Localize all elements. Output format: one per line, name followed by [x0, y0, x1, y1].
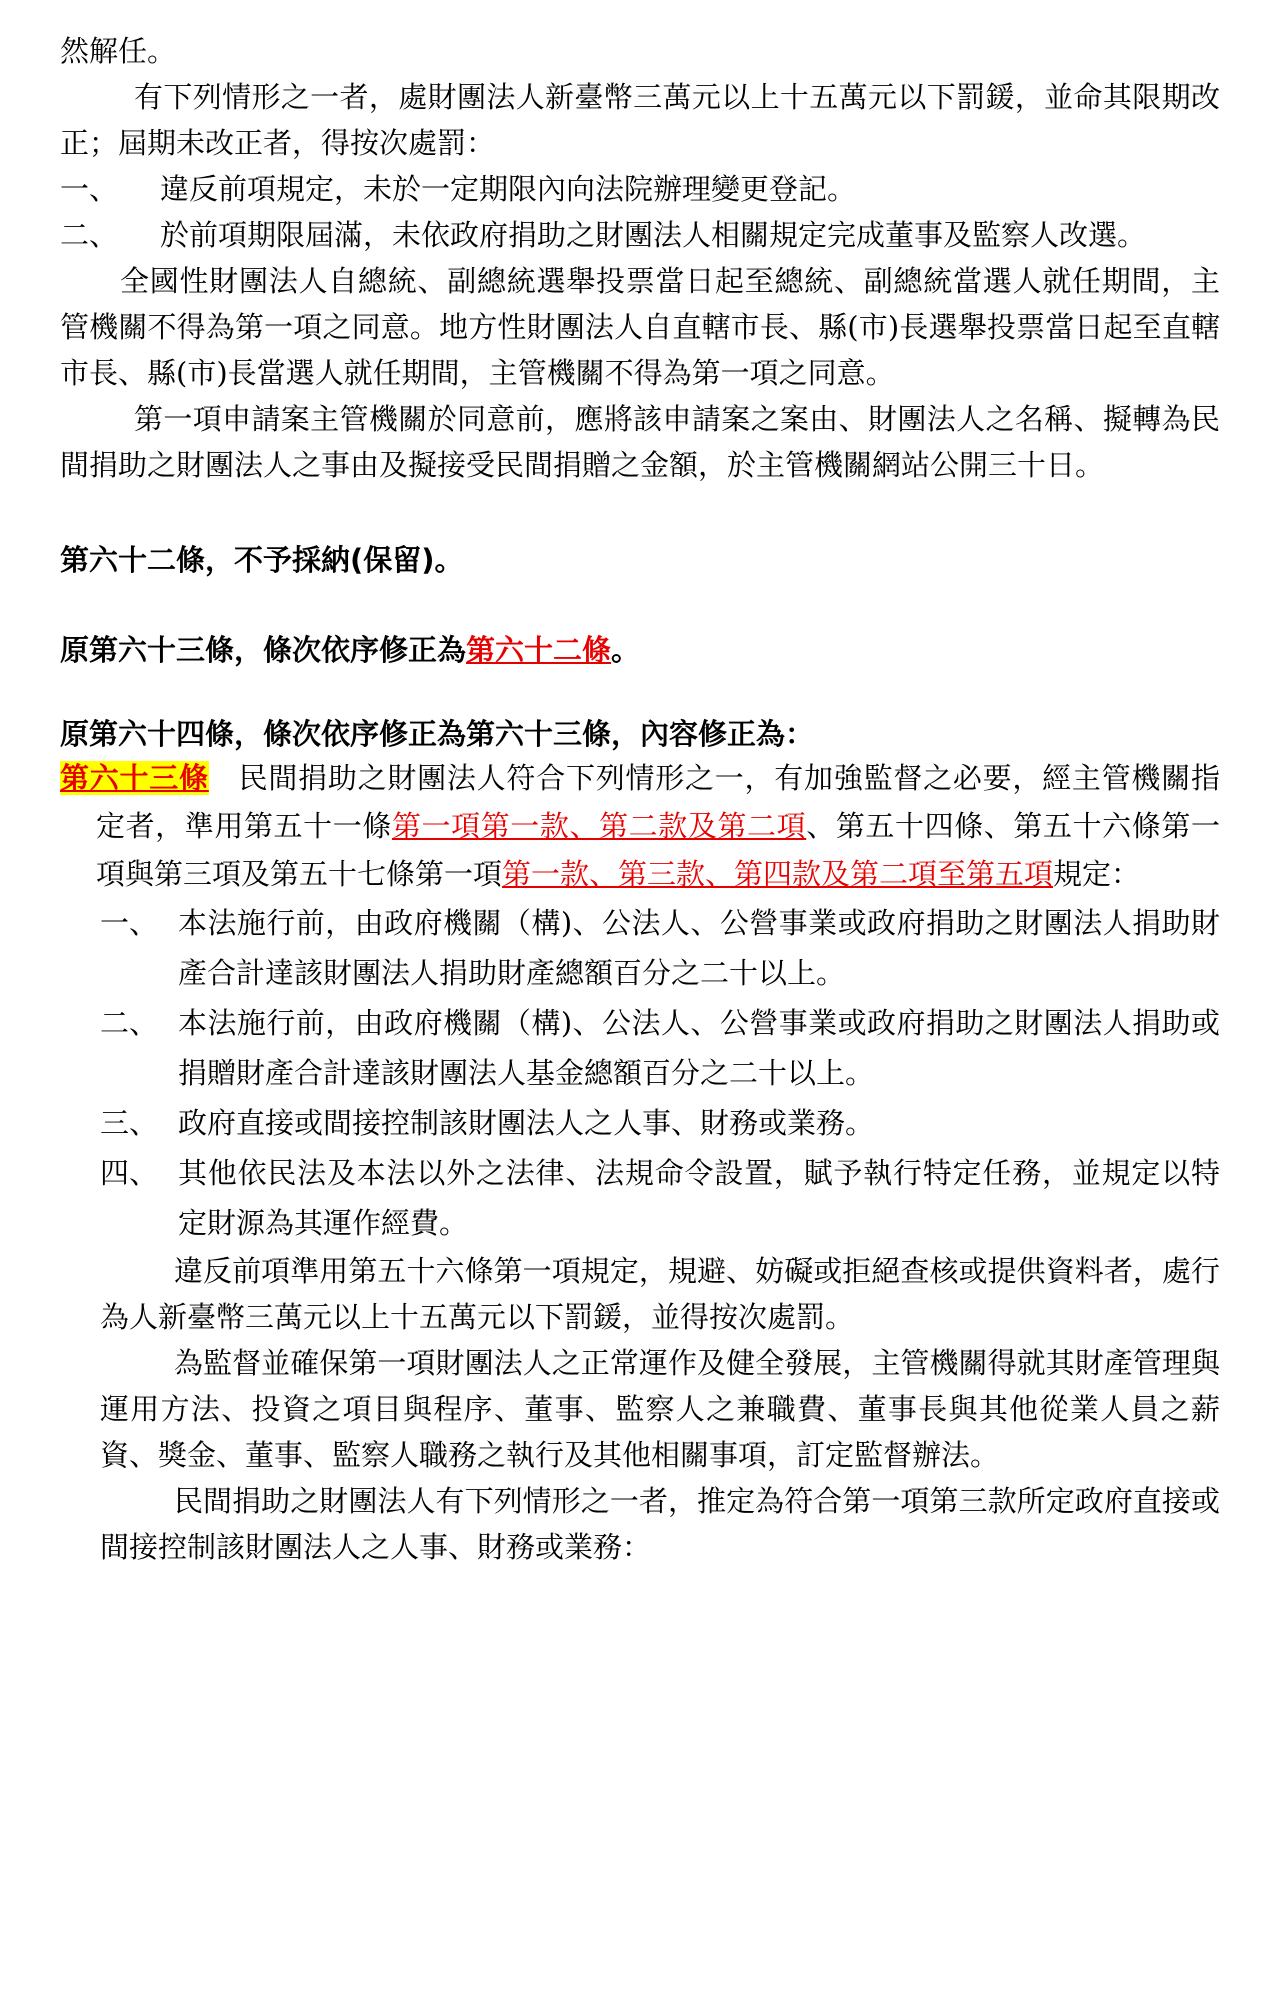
item-text: 違反前項規定，未於一定期限內向法院辦理變更登記。	[160, 172, 857, 206]
list-item	[60, 166, 1220, 212]
article-text: 規定：	[1053, 857, 1141, 891]
item-number: 四、	[100, 1156, 159, 1190]
item-number: 二、	[100, 1006, 159, 1040]
paragraph: 為監督並確保第一項財團法人之正常運作及健全發展，主管機關得就其財產管理與運用方法、投資之項目與程序、董事、監察人之兼職費、董事長與其他從業人員之薪資、獎金、董事、監察人職務之執行及其他相關事項，訂定監督辦法。	[100, 1346, 1220, 1472]
item-text: 其他依民法及本法以外之法律、法規命令設置，賦予執行特定任務，並規定以特定財源為其運作經費。	[178, 1156, 1220, 1240]
paragraph: 違反前項準用第五十六條第一項規定，規避、妨礙或拒絕查核或提供資料者，處行為人新臺幣三萬元以上十五萬元以下罰鍰，並得按次處罰。	[100, 1254, 1220, 1334]
heading-text: 原第六十三條，條次依序修正為	[60, 633, 467, 667]
article-body	[60, 754, 1220, 898]
item-number: 三、	[100, 1106, 159, 1140]
article-text: 民間捐助之財團法人符合下列情形之一，有加強監督之必要，經主管機關指定者，準用第五十一條	[96, 761, 1220, 843]
list-item	[60, 998, 1220, 1098]
document-page	[60, 28, 1220, 1570]
list-item	[60, 1098, 1220, 1148]
item-text: 本法施行前，由政府機關（構)、公法人、公營事業或政府捐助之財團法人捐助或捐贈財產合計達該財團法人基金總額百分之二十以上。	[178, 1006, 1220, 1090]
heading-article-64: 原第六十四條，條次依序修正為第六十三條，內容修正為：	[60, 717, 815, 751]
amended-article-number: 第六十二條	[466, 633, 612, 667]
item-number: 二、	[60, 218, 119, 252]
item-text: 政府直接或間接控制該財團法人之人事、財務或業務。	[178, 1106, 875, 1140]
paragraph: 有下列情形之一者，處財團法人新臺幣三萬元以上十五萬元以下罰鍰，並命其限期改正；屆期未改正者，得按次處罰：	[60, 80, 1220, 160]
heading-punct: 。	[611, 633, 641, 667]
list-item	[60, 898, 1220, 998]
item-number: 一、	[60, 172, 119, 206]
paragraph: 第一項申請案主管機關於同意前，應將該申請案之案由、財團法人之名稱、擬轉為民間捐助之財團法人之事由及擬接受民間捐贈之金額，於主管機關網站公開三十日。	[60, 402, 1220, 482]
item-text: 本法施行前，由政府機關（構)、公法人、公營事業或政府捐助之財團法人捐助財產合計達該財團法人捐助財產總額百分之二十以上。	[178, 906, 1220, 990]
amended-text: 第一款、第三款、第四款及第二項至第五項	[502, 857, 1054, 891]
item-text: 於前項期限屆滿，未依政府捐助之財團法人相關規定完成董事及監察人改選。	[160, 218, 1147, 252]
item-number: 一、	[100, 906, 159, 940]
paragraph: 民間捐助之財團法人有下列情形之一者，推定為符合第一項第三款所定政府直接或間接控制該財團法人之人事、財務或業務：	[100, 1484, 1220, 1564]
paragraph: 全國性財團法人自總統、副總統選舉投票當日起至總統、副總統當選人就任期間，主管機關不得為第一項之同意。地方性財團法人自直轄市長、縣(市)長選舉投票當日起至直轄市長、縣(市)長當選人就任期間，主管機關不得為第一項之同意。	[60, 264, 1220, 390]
list-item	[60, 1148, 1220, 1248]
list-item	[60, 212, 1220, 258]
article-text: 、第五十四條、第五十六條第一項與第三項及第五十七條第一項	[96, 809, 1220, 891]
heading-article-63	[60, 630, 1220, 670]
text-line: 然解任。	[60, 34, 177, 68]
article-label: 第六十三條	[60, 761, 209, 795]
amended-text: 第一項第一款、第二款及第二項	[391, 809, 807, 843]
heading-article-62: 第六十二條，不予採納(保留)。	[60, 543, 464, 577]
